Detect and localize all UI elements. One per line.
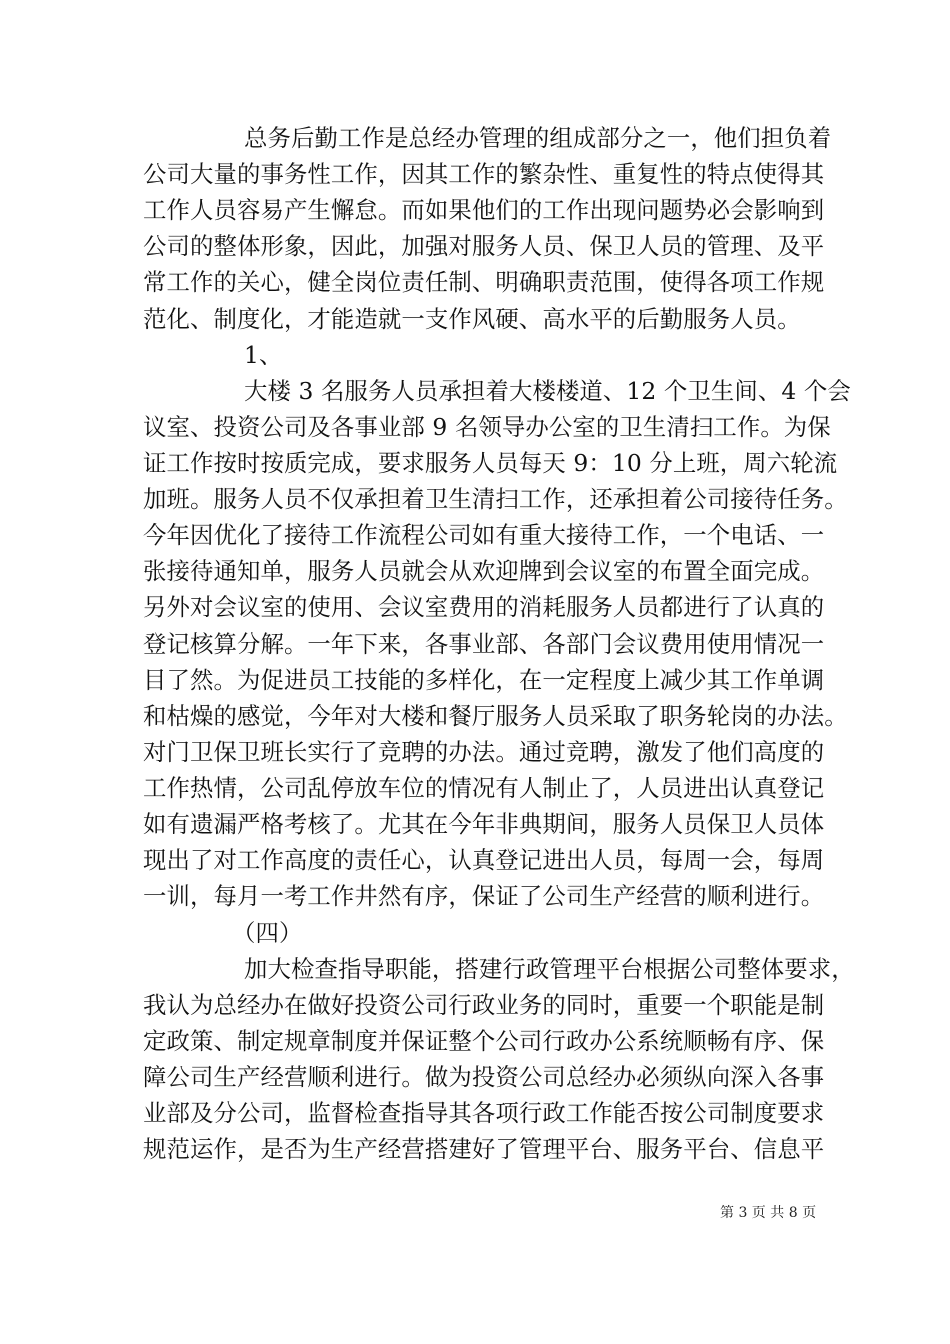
- paragraph-line: 加班。服务人员不仅承担着卫生清扫工作，还承担着公司接待任务。: [143, 485, 848, 513]
- paragraph-line: 张接待通知单，服务人员就会从欢迎牌到会议室的布置全面完成。: [143, 557, 825, 585]
- paragraph-line: 工作人员容易产生懈怠。而如果他们的工作出现问题势必会影响到: [143, 196, 825, 224]
- paragraph-line: 登记核算分解。一年下来，各事业部、各部门会议费用使用情况一: [143, 630, 825, 658]
- paragraph-line: 一训，每月一考工作井然有序，保证了公司生产经营的顺利进行。: [143, 882, 825, 910]
- paragraph-line: 对门卫保卫班长实行了竞聘的办法。通过竞聘，激发了他们高度的: [143, 738, 825, 766]
- paragraph-line: 另外对会议室的使用、会议室费用的消耗服务人员都进行了认真的: [143, 593, 825, 621]
- paragraph-line: 我认为总经办在做好投资公司行政业务的同时，重要一个职能是制: [143, 991, 825, 1019]
- paragraph-line: 如有遗漏严格考核了。尤其在今年非典期间，服务人员保卫人员体: [143, 810, 825, 838]
- paragraph-line: 规范运作，是否为生产经营搭建好了管理平台、服务平台、信息平: [143, 1135, 825, 1163]
- paragraph-line: 定政策、制定规章制度并保证整个公司行政办公系统顺畅有序、保: [143, 1027, 825, 1055]
- paragraph-line: 加大检查指导职能，搭建行政管理平台根据公司整体要求，: [244, 955, 855, 983]
- paragraph-line: 证工作按时按质完成，要求服务人员每天 9：10 分上班，周六轮流: [143, 449, 838, 477]
- paragraph-line: 现出了对工作高度的责任心，认真登记进出人员，每周一会，每周: [143, 846, 825, 874]
- page-number: 第 3 页 共 8 页: [720, 1205, 817, 1221]
- list-marker: 1、: [244, 341, 283, 369]
- paragraph-line: 业部及分公司，监督检查指导其各项行政工作能否按公司制度要求: [143, 1099, 825, 1127]
- paragraph-line: 工作热情，公司乱停放车位的情况有人制止了，人员进出认真登记: [143, 774, 825, 802]
- paragraph-line: 总务后勤工作是总经办管理的组成部分之一，他们担负着: [244, 124, 832, 152]
- paragraph-line: 常工作的关心，健全岗位责任制、明确职责范围，使得各项工作规: [143, 268, 825, 296]
- section-heading: （四）: [232, 919, 303, 947]
- paragraph-line: 议室、投资公司及各事业部 9 名领导办公室的卫生清扫工作。为保: [143, 413, 831, 441]
- paragraph-line: 范化、制度化，才能造就一支作风硬、高水平的后勤服务人员。: [143, 305, 801, 333]
- paragraph-line: 大楼 3 名服务人员承担着大楼楼道、12 个卫生间、4 个会: [244, 377, 851, 405]
- paragraph-line: 目了然。为促进员工技能的多样化，在一定程度上减少其工作单调: [143, 666, 825, 694]
- paragraph-line: 公司大量的事务性工作，因其工作的繁杂性、重复性的特点使得其: [143, 160, 825, 188]
- paragraph-line: 今年因优化了接待工作流程公司如有重大接待工作，一个电话、一: [143, 521, 825, 549]
- paragraph-line: 和枯燥的感觉，今年对大楼和餐厅服务人员采取了职务轮岗的办法。: [143, 702, 848, 730]
- paragraph-line: 障公司生产经营顺利进行。做为投资公司总经办必须纵向深入各事: [143, 1063, 825, 1091]
- paragraph-line: 公司的整体形象，因此，加强对服务人员、保卫人员的管理、及平: [143, 232, 825, 260]
